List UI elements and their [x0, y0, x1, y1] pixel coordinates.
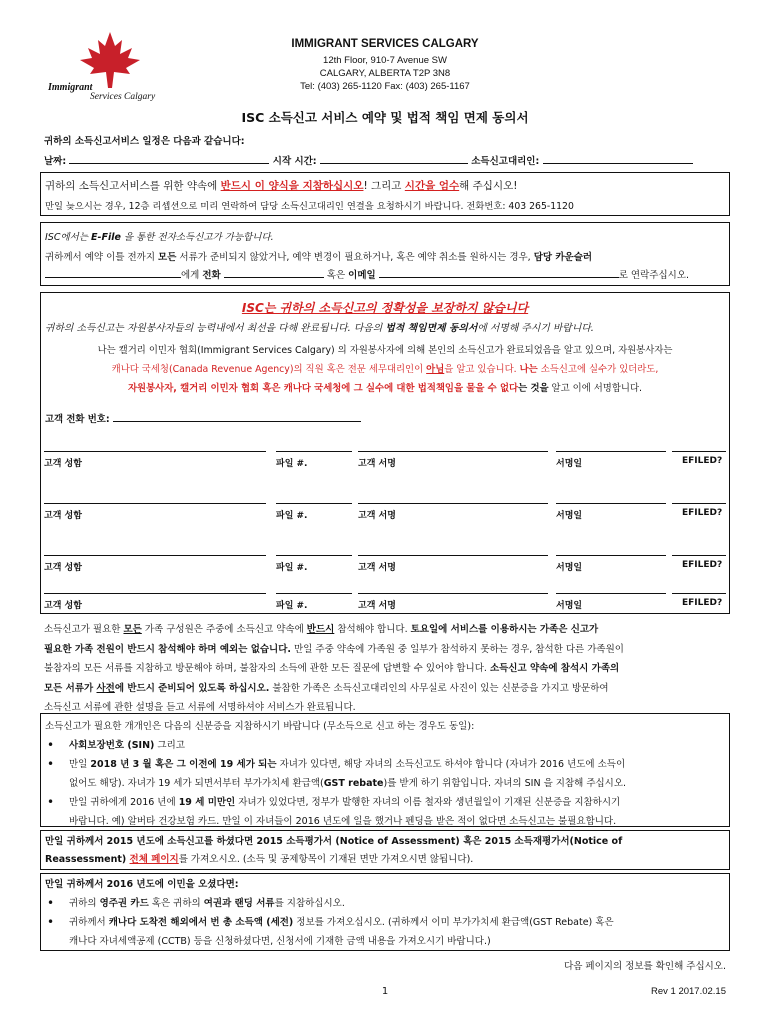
address-line-1: 12th Floor, 910-7 Avenue SW: [323, 55, 447, 66]
signature-caption-file: 파일 #.: [276, 459, 308, 469]
signature-line-date[interactable]: [556, 593, 666, 594]
email-field[interactable]: [379, 277, 619, 278]
id-item-under19: • 만일 귀하에게 2016 년에 19 세 미만인 자녀가 있었다면, 정부가 발행한 자녀의 이름 철자와 생년월일이 기재된 신분증을 지참하시기 바랍니다. 예) 알버타 건강보험 카드. 만일 이 자녀들이 2016 년도에 일을 했거나 펜딩을 받은 적이 없다면 소득신고는 불필요합니다.: [41, 793, 725, 831]
signature-caption-efiled: EFILED?: [682, 598, 723, 608]
signature-caption-date: 서명일: [556, 601, 583, 611]
signature-caption-sign: 고객 서명: [358, 511, 396, 521]
waiver-heading: ISC는 귀하의 소득신고의 정확성을 보장하지 않습니다: [241, 301, 529, 315]
signature-caption-file: 파일 #.: [276, 601, 308, 611]
signature-caption-name: 고객 성함: [44, 459, 82, 469]
signature-caption-date: 서명일: [556, 459, 583, 469]
family-paragraph: 소득신고가 필요한 모든 가족 구성원은 주중에 소득신고 약속에 반드시 참석해야 합니다. 토요일에 서비스를 이용하시는 가족은 신고가 필요한 가족 전원이 반드시 참석해야 하며 예외는 없습니다. 만일 주중 약속에 가족원 중 일부가 참석하지 못하는 경우, 참석한 다른 가족원이 불참자의 모든 서류를 지참하고 방문해야 하며, 불참자의 소득에 관한 모든 질문에 답변할 수 있어야 합니다. 소득신고 약속에 참석시 가족의 모든 서류가 사전에 반드시 준비되어 있도록 하십시오. 불참한 가족은 소득신고대리인의 사무실로 사진이 있는 신분증을 가지고 방문하여 소득신고 서류에 관한 설명을 듣고 서류에 서명하셔야 서비스가 완료됩니다.: [44, 624, 624, 713]
bring-form-notice: 귀하의 소득신고서비스를 위한 약속에 반드시 이 양식을 지참하십시오! 그리고 시간을 엄수해 주십시오!: [45, 180, 518, 192]
signature-caption-efiled: EFILED?: [682, 560, 723, 570]
signature-line-name[interactable]: [44, 503, 266, 504]
efile-notice: ISC에서는 E-File 을 통한 전자소득신고가 가능합니다.: [45, 232, 274, 243]
contact-line: 에게 전화 혹은 이메일 로 연락주십시오.: [45, 267, 689, 281]
late-notice: 만일 늦으시는 경우, 12층 리셉션으로 미리 연락하여 담당 소득신고대리인 연결을 요청하시기 바랍니다. 전화번호: 403 265-1120: [45, 201, 574, 212]
reschedule-notice: 귀하께서 예약 이틀 전까지 모든 서류가 준비되지 않았거나, 예약 변경이 필요하거나, 혹은 예약 취소를 원하시는 경우, 담당 카운슬러: [45, 252, 593, 263]
signature-line-efiled[interactable]: [672, 503, 726, 504]
id-item-sin: • 사회보장번호 (SIN) 그리고: [41, 736, 725, 755]
agent-field[interactable]: [543, 163, 693, 164]
signature-line-sign[interactable]: [358, 451, 548, 452]
assessment-line-2: Reassessment) 전체 페이지를 가져오시오. (소득 및 공제항목이 기재된 면만 가져오시면 않됩니다).: [45, 854, 474, 865]
assessment-line-1: 만일 귀하께서 2015 년도에 소득신고를 하셨다면 2015 소득평가서 (Notice of Assessment) 혹은 2015 소득재평가서(Notice of: [45, 836, 623, 847]
logo: [40, 30, 180, 102]
signature-line-date[interactable]: [556, 555, 666, 556]
signature-caption-name: 고객 성함: [44, 511, 82, 521]
id-requirements-box: [40, 713, 730, 827]
immigrant-item-income: • 귀하께서 캐나다 도착전 해외에서 번 총 소득액 (세전) 정보를 가져오십시오. (귀하께서 이미 부가가치세 환급액(GST Rebate) 혹은 캐나다 자녀세액공제 (CCTB) 등을 신청하셨다면, 신청서에 기재한 금액 내용을 가져오시기 바랍니다.): [41, 913, 725, 951]
waiver-intro: 귀하의 소득신고는 자원봉사자들의 능력내에서 최선을 다해 완료됩니다. 다음의 법적 책임면제 동의서에 서명해 주시기 바랍니다.: [45, 323, 594, 334]
signature-caption-name: 고객 성함: [44, 601, 82, 611]
notice-box-1: [40, 172, 730, 216]
signature-caption-file: 파일 #.: [276, 511, 308, 521]
signature-line-sign[interactable]: [358, 555, 548, 556]
signature-line-name[interactable]: [44, 593, 266, 594]
signature-line-name[interactable]: [44, 451, 266, 452]
date-field[interactable]: [69, 163, 269, 164]
id-item-19yr: • 만일 2018 년 3 월 혹은 그 이전에 19 세가 되는 자녀가 있다면, 해당 자녀의 소득신고도 하셔야 합니다 (자녀가 2016 년도에 소득이 없어도 해당). 자녀가 19 세가 되면서부터 부가가치세 환급액(GST rebate)를 받게 하기 위함입니다. 자녀의 SIN 을 지참해 주십시오.: [41, 755, 725, 793]
signature-line-file[interactable]: [276, 451, 352, 452]
signature-line-sign[interactable]: [358, 503, 548, 504]
revision: Rev 1 2017.02.15: [650, 986, 726, 997]
signature-caption-date: 서명일: [556, 563, 583, 573]
counselor-field[interactable]: [45, 277, 181, 278]
signature-caption-name: 고객 성함: [44, 563, 82, 573]
signature-caption-efiled: EFILED?: [682, 508, 723, 518]
phone-fax: Tel: (403) 265-1120 Fax: (403) 265-1167: [300, 81, 470, 92]
logo-text-services: Services Calgary: [90, 92, 156, 102]
waiver-statement: 나는 캘거리 이민자 협회(Immigrant Services Calgary) 의 자원봉사자에 의해 본인의 소득신고가 완료되었음을 알고 있으며, 자원봉사자는 캐나다 국세청(Canada Revenue Agency)의 직원 혹은 전문 세무대리인이 아님을 알고 있습니다. 나는 소득신고에 실수가 있더라도, 자원봉사자, 캘거리 이민자 협회 혹은 캐나다 국세청에 그 실수에 대한 법적책임을 물을 수 없다는 것을 알고 이에 서명합니다.: [97, 345, 673, 394]
agent-label: 소득신고대리인:: [471, 156, 540, 167]
start-time-field[interactable]: [320, 163, 468, 164]
signature-line-file[interactable]: [276, 593, 352, 594]
signature-line-sign[interactable]: [358, 593, 548, 594]
client-phone-label: 고객 전화 번호:: [45, 411, 361, 425]
signature-caption-efiled: EFILED?: [682, 456, 723, 466]
org-name: IMMIGRANT SERVICES CALGARY: [291, 38, 479, 50]
address-line-2: CALGARY, ALBERTA T2P 3N8: [319, 68, 451, 79]
immigrant-box: [40, 873, 730, 951]
start-time-label: 시작 시간:: [272, 156, 317, 167]
signature-line-file[interactable]: [276, 503, 352, 504]
signature-caption-date: 서명일: [556, 511, 583, 521]
signature-caption-file: 파일 #.: [276, 563, 308, 573]
signature-caption-sign: 고객 서명: [358, 563, 396, 573]
schedule-line: [44, 153, 726, 167]
next-page-note: 다음 페이지의 정보를 확인해 주십시오.: [564, 961, 726, 972]
immigrant-item-pr-card: • 귀하의 영주권 카드 혹은 귀하의 여권과 랜딩 서류를 지참하십시오.: [41, 894, 725, 913]
signature-line-efiled[interactable]: [672, 555, 726, 556]
signature-caption-sign: 고객 서명: [358, 601, 396, 611]
signature-line-name[interactable]: [44, 555, 266, 556]
client-phone-field[interactable]: [113, 421, 361, 422]
signature-line-file[interactable]: [276, 555, 352, 556]
signature-line-date[interactable]: [556, 503, 666, 504]
date-label: 날짜:: [44, 156, 67, 167]
logo-text-immigrant: Immigrant: [48, 82, 93, 93]
page-number: 1: [381, 986, 389, 997]
immigrant-heading: 만일 귀하께서 2016 년도에 이민을 오셨다면:: [45, 879, 239, 890]
id-intro: 소득신고가 필요한 개개인은 다음의 신분증을 지참하시기 바랍니다 (무소득으로 신고 하는 경우도 동일):: [45, 721, 475, 732]
page-title: ISC 소득신고 서비스 예약 및 법적 책임 면제 동의서: [241, 110, 529, 125]
signature-line-efiled[interactable]: [672, 451, 726, 452]
signature-caption-sign: 고객 서명: [358, 459, 396, 469]
signature-line-date[interactable]: [556, 451, 666, 452]
signature-line-efiled[interactable]: [672, 593, 726, 594]
notice-box-2: [40, 222, 730, 286]
phone-field[interactable]: [224, 277, 324, 278]
schedule-intro: 귀하의 소득신고서비스 일정은 다음과 같습니다:: [44, 136, 245, 147]
assessment-box: [40, 830, 730, 870]
